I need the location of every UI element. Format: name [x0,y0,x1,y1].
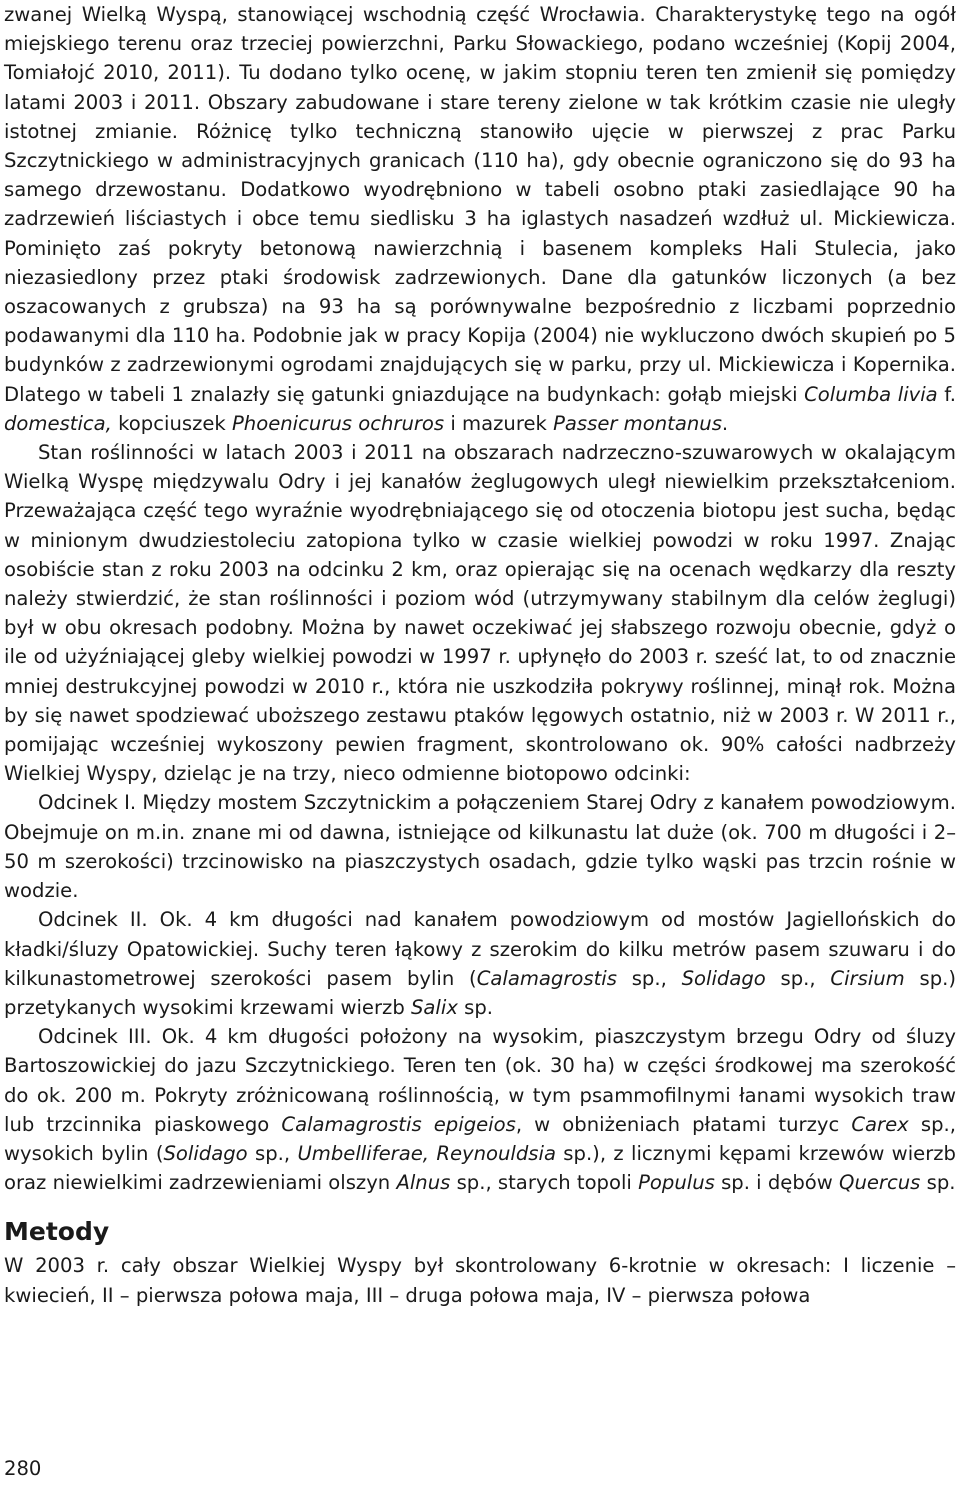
text-run: sp., wysokich bylin ( [4,1112,956,1165]
text-run: sp., starych topoli [450,1171,639,1195]
species-name: Populus [638,1171,715,1195]
text-run: sp., [616,966,682,990]
text-run: i mazurek [444,411,554,435]
species-name: Salix [410,995,458,1019]
text-run: zwanej Wielką Wyspą, stanowiącej wschodnią część Wrocławia. Charakterystykę tego na ogół miejskiego terenu oraz trzeciej powierzchni, Parku Słowackiego, podano wcześniej (Kopij 2004, Tomiałojć 2010, 2011). Tu dodano tylko ocenę, w jakim stopniu teren ten zmienił się pomiędzy latami 2003 i 2011. Obszary zabudowane i stare tereny zielone w tak krótkim czasie nie uległy istotnej zmianie. Różnicę tylko techniczną stanowiło ujęcie w pierwszej z prac Parku Szczytnickiego w administracyjnych granicach (110 ha), gdy obecnie ograniczono się do 93 ha samego drzewostanu. Dodatkowo wyodrębniono w tabeli osobno ptaki zasiedlające 90 ha zadrzewień liściastych i obce temu siedlisku 3 ha iglastych nasadzeń wzdłuż ul. Mickiewicza. Pominięto zaś pokryty betonową nawierzchnią i basenem kompleks Hali Stulecia, jako niezasiedlony przez ptaki środowisk zadrzewionych. Dane dla gatunków liczonych (a bez oszacowanych z grubsza) na 93 ha są porównywalne bezpośrednio z liczbami poprzednio podawanymi dla 110 ha. Podobnie jak w pracy Kopija (2004) nie wykluczono dwóch skupień po 5 budynków z zadrzewionymi ogrodami znajdujących się w parku, przy ul. Mickiewicza i Kopernika. Dlatego w tabeli 1 znalazły się gatunki gniazdujące na budynkach: gołąb miejski [4,3,956,406]
text-run: . [721,411,729,435]
text-run: Odcinek III. Ok. 4 km długości położony na wysokim, piaszczystym brzegu Odry od śluzy Bartoszowickiej do jazu Szczytnickiego. Teren ten (ok. 30 ha) w części środkowej ma szerokość do ok. 200 m. Pokryty zróżnicowaną roślinnością, w tym psammofilnymi łanami wysokich traw lub trzcinnika piaskowego [4,1025,956,1136]
text-run: sp. i dębów [714,1171,840,1195]
text-run: Odcinek II. Ok. 4 km długości nad kanałem powodziowym od mostów Jagiellońskich do kładki/śluzy Opatowickiej. Suchy teren łąkowy z szerokim do kilku metrów pasem szuwaru i do kilkunastometrowej szerokości pasem bylin ( [4,908,956,990]
species-name: Cirsium [830,966,905,990]
text-run: sp.) przetykanych wysokimi krzewami wierzb [4,966,957,1019]
text-run: sp. [920,1171,956,1195]
article-page [4,0,956,1310]
section-3-paragraph [4,1022,956,1197]
species-name: Solidago [163,1141,248,1165]
habitat-paragraph: Stan roślinności w latach 2003 i 2011 na obszarach nadrzeczno-szuwarowych w okalającym Wielką Wyspę międzywalu Odry i jej kanałów żeglugowych uległ niewielkim przekształceniom. Przeważająca część tego wyraźnie wyodrębniającego się od otoczenia biotopu jest sucha, będąc w minionym dwudziestoleciu zatopiona tylko w czasie wielkiej powodzi w roku 1997. Znając osobiście stan z roku 2003 na odcinku 2 km, oraz opierając się na ocenach wędkarzy dla reszty należy stwierdzić, że stan roślinności i poziom wód (utrzymywany stabilnym dla celów żeglugi) był w obu okresach podobny. Można by nawet oczekiwać jej słabszego rozwoju obecnie, gdyż o ile od użyźniającej gleby wielkiej powodzi w 1997 r. upłynęło do 2003 r. sześć lat, to od znacznie mniej destrukcyjnej powodzi w 2010 r., która nie uszkodziła pokrywy roślinnej, minął rok. Można by się nawet spodziewać uboższego zestawu ptaków lęgowych ostatnio, niż w 2003 r. W 2011 r., pomijając wcześniej wykoszony pewien fragment, skontrolowano ok. 90% całości nadbrzeży Wielkiej Wyspy, dzieląc je na trzy, nieco odmienne biotopowo odcinki: [4,441,956,786]
section-1-paragraph: Odcinek I. Między mostem Szczytnickim a połączeniem Starej Odry z kanałem powodziowym. Obejmuje on m.in. znane mi od dawna, istniejące od kilkunastu lat duże (ok. 700 m długości i 2–50 m szerokości) trzcinowisko na piaszczystych osadach, gdzie tylko wąski pas trzcin rośnie w wodzie. [4,791,956,903]
text-run: kopciuszek [111,411,232,435]
species-name: Solidago [681,966,766,990]
intro-paragraph [4,0,956,438]
text-run: sp. [457,995,494,1019]
species-name: Alnus [396,1171,451,1195]
text-run: f. [937,382,956,406]
page-number: 280 [4,1457,42,1480]
species-name: domestica, [4,411,112,435]
text-run: sp., [247,1141,298,1165]
species-name: Columba livia [804,382,938,406]
section-2-paragraph [4,905,956,1022]
methods-heading: Metody [4,1217,110,1247]
species-name: Passer montanus [553,411,722,435]
text-run: sp., [765,966,831,990]
species-name: Phoenicurus ochruros [231,411,445,435]
species-name: Calamagrostis epigeios [281,1112,516,1136]
species-name: Quercus [839,1171,921,1195]
text-run: sp.), z licznymi kępami krzewów wierzb oraz niewielkimi zadrzewieniami olszyn [4,1141,956,1195]
text-run: , w obniżeniach płatami turzyc [515,1112,852,1136]
species-name: Carex [851,1112,909,1136]
species-name: Calamagrostis [476,966,617,990]
methods-paragraph: W 2003 r. cały obszar Wielkiej Wyspy był skontrolowany 6-krotnie w okresach: I liczenie – kwiecień, II – pierwsza połowa maja, III – druga połowa maja, IV – pierwsza połowa [4,1254,956,1307]
species-name: Umbelliferae, Reynouldsia [297,1141,556,1165]
